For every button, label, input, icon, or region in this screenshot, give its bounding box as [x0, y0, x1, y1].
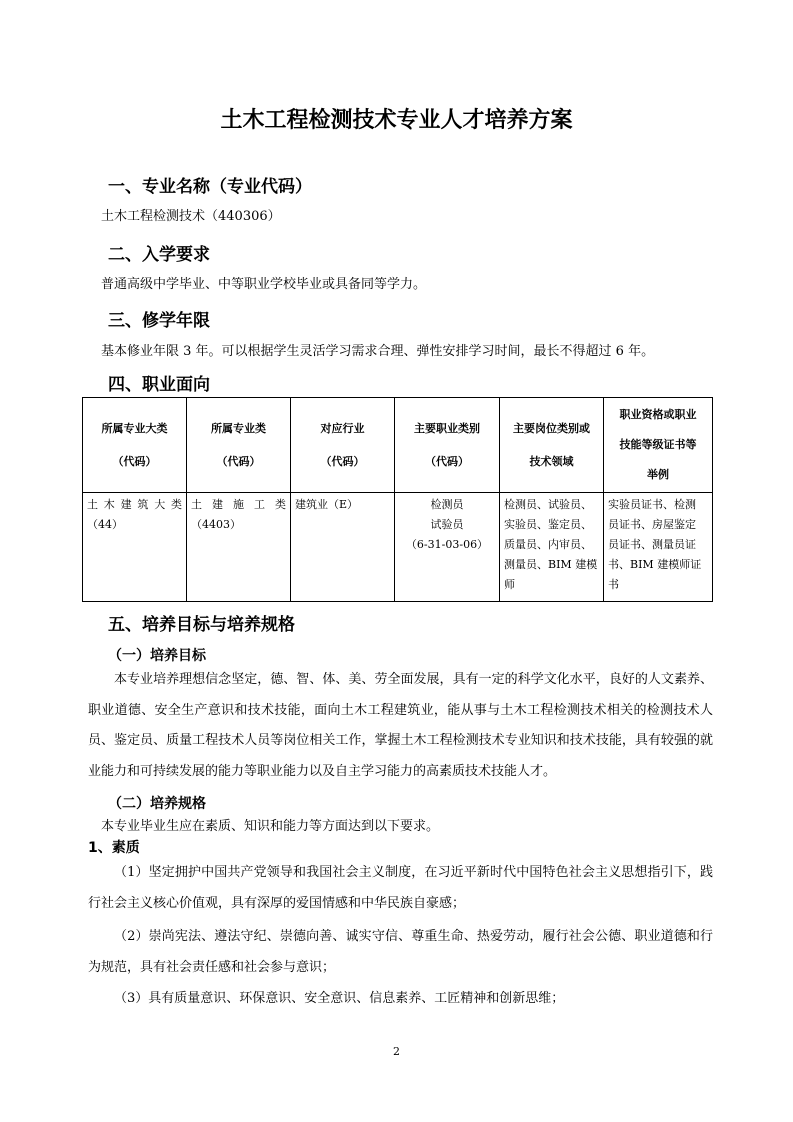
career-orientation-table [82, 397, 713, 602]
cell-occupation-category: 检测员 试验员 （6-31-03-06） [395, 493, 500, 602]
page-title: 土木工程检测技术专业人才培养方案 [220, 108, 573, 133]
quality-item-3: （3）具有质量意识、环保意识、安全意识、信息素养、工匠精神和创新思维； [114, 991, 565, 1006]
spec-intro: 本专业毕业生应在素质、知识和能力等方面达到以下要求。 [101, 819, 440, 834]
section-2-heading: 二、入学要求 [108, 245, 210, 265]
cell-major-category: 土木建筑大类 （44） [83, 493, 187, 602]
study-duration: 基本修业年限 3 年。可以根据学生灵活学习需求合理、弹性安排学习时间，最长不得超过 6 年。 [101, 344, 655, 359]
training-goal-paragraph: 本专业培养理想信念坚定，德、智、体、美、劳全面发展，具有一定的科学文化水平，良好的人文素养、职业道德、安全生产意识和技术技能，面向土木工程建筑业，能从事与土木工程检测技术相关的检测技术人员、鉴定员、质量工程技术人员等岗位相关工作，掌握土木工程检测技术专业知识和技术技能，具有较强的就业能力和可持续发展的能力等职业能力以及自主学习能力的高素质技术技能人才。 [88, 672, 713, 779]
section-5-heading: 五、培养目标与培养规格 [108, 615, 295, 635]
quality-item-2: （2）崇尚宪法、遵法守纪、崇德向善、诚实守信、尊重生命、热爱劳动，履行社会公德、职业道德和行为规范，具有社会责任感和社会参与意识； [88, 929, 713, 975]
header-major-class: 所属专业类 （代码） [187, 398, 291, 493]
header-occupation-category: 主要职业类别 （代码） [395, 398, 500, 493]
page-number: 2 [393, 1045, 400, 1058]
cell-industry: 建筑业（E） [291, 493, 395, 602]
table-header-row [83, 398, 713, 493]
section-4-heading: 四、职业面向 [108, 375, 210, 395]
table-row [83, 493, 713, 602]
header-position-field: 主要岗位类别或 技术领域 [500, 398, 604, 493]
admission-requirement: 普通高级中学毕业、中等职业学校毕业或具备同等学力。 [101, 277, 427, 292]
subsection-spec-heading: （二）培养规格 [108, 796, 206, 812]
cell-certificates: 实验员证书、检测 员证书、房屋鉴定 员证书、测量员证 书、BIM 建模师证 书 [604, 493, 713, 602]
section-1-heading: 一、专业名称（专业代码） [108, 177, 312, 197]
major-name-code: 土木工程检测技术（440306） [101, 209, 281, 224]
section-3-heading: 三、修学年限 [108, 311, 210, 331]
header-major-category: 所属专业大类 （代码） [83, 398, 187, 493]
quality-heading: 1、素质 [88, 840, 140, 856]
header-certificates: 职业资格或职业 技能等级证书等 举例 [604, 398, 713, 493]
header-industry: 对应行业 （代码） [291, 398, 395, 493]
subsection-goal-heading: （一）培养目标 [108, 648, 206, 664]
quality-item-1: （1）坚定拥护中国共产党领导和我国社会主义制度，在习近平新时代中国特色社会主义思想指引下，践行社会主义核心价值观，具有深厚的爱国情感和中华民族自豪感； [88, 865, 713, 911]
cell-major-class: 土建施工类 （4403） [187, 493, 291, 602]
cell-position-field: 检测员、试验员、 实验员、鉴定员、 质量员、内审员、 测量员、BIM 建模 师 [500, 493, 604, 602]
